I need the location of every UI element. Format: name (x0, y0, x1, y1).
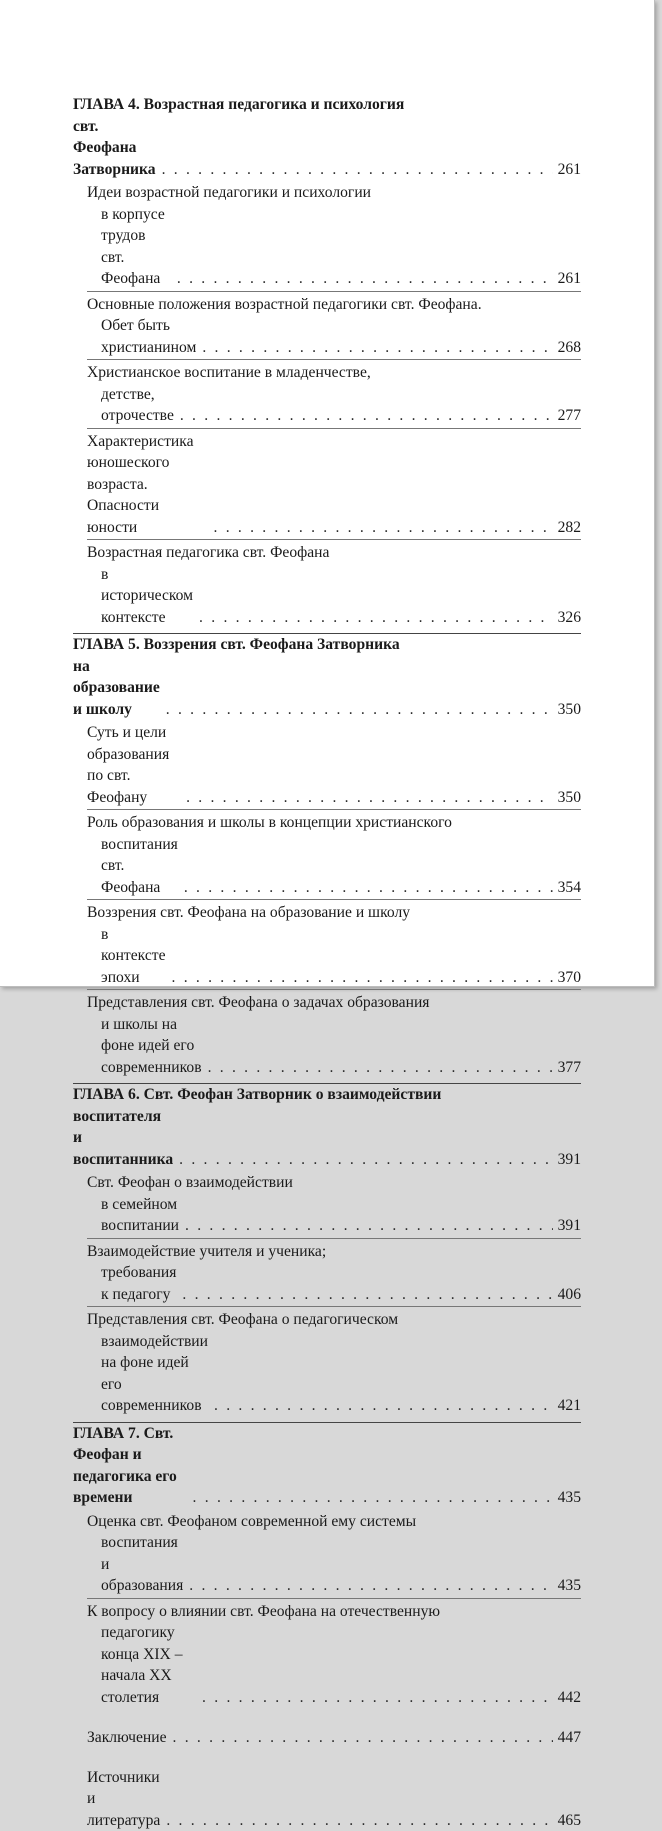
page-number: 261 (557, 159, 581, 181)
section-title-line: взаимодействии на фоне идей его современников (101, 1331, 208, 1417)
section-entry (87, 539, 581, 629)
dot-leader (202, 1687, 553, 1709)
dot-leader (186, 787, 553, 809)
section-entry (87, 1238, 581, 1307)
section-title-last-line (87, 1262, 581, 1305)
chapter-block (73, 1083, 581, 1418)
section-title-line: и школы на фоне идей его современников (101, 1014, 202, 1079)
dot-leader (202, 337, 553, 359)
chapter-heading (73, 1423, 581, 1509)
page-number: 435 (557, 1487, 581, 1509)
section-title-line: Оценка свт. Феофаном современной ему системы (87, 1511, 581, 1533)
page-number: 282 (557, 517, 581, 539)
section-title-line: в семейном воспитании (101, 1194, 179, 1237)
dot-leader (189, 1575, 553, 1597)
section-title-line: Представления свт. Феофана о педагогическом (87, 1309, 581, 1331)
chapter-title-last-line (73, 1423, 581, 1509)
chapter-heading (73, 94, 581, 180)
page-number: 261 (557, 268, 581, 290)
chapter-title-line: ГЛАВА 4. Возрастная педагогика и психология (73, 94, 581, 116)
page-number: 350 (557, 699, 581, 721)
section-entry (87, 1598, 581, 1710)
section-title-line: Взаимодействие учителя и ученика; (87, 1241, 581, 1263)
section-list (87, 720, 581, 1079)
dot-leader (180, 405, 553, 427)
back-matter (87, 1727, 581, 1831)
dot-leader (166, 699, 553, 721)
section-entry (87, 291, 581, 360)
section-title-line: Свт. Феофан о взаимодействии (87, 1172, 581, 1194)
section-title-last-line (87, 1331, 581, 1417)
section-entry (87, 428, 581, 540)
chapter-title-line: ГЛАВА 5. Воззрения свт. Феофана Затворника (73, 634, 581, 656)
section-entry (87, 180, 581, 291)
chapter-title-line: воспитателя и воспитанника (73, 1106, 173, 1171)
section-entry (87, 1509, 581, 1598)
section-entry (87, 359, 581, 428)
page-number: 391 (557, 1215, 581, 1237)
section-title-last-line (87, 431, 581, 539)
dot-leader (193, 1487, 553, 1509)
dot-leader (162, 159, 553, 181)
chapter-title-last-line (73, 656, 581, 721)
chapter-title-line: ГЛАВА 6. Свт. Феофан Затворник о взаимодействии (73, 1084, 581, 1106)
entry-title: Заключение (87, 1727, 167, 1749)
section-title-line: воспитания и образования (101, 1532, 183, 1597)
page-number: 465 (557, 1810, 581, 1831)
chapter-title-last-line (73, 116, 581, 181)
section-entry (87, 899, 581, 989)
section-title-line: Представления свт. Феофана о задачах образования (87, 992, 581, 1014)
chapter-title-line: свт. Феофана Затворника (73, 116, 156, 181)
page-number: 391 (557, 1149, 581, 1171)
section-entry (87, 809, 581, 899)
section-title-line: Роль образования и школы в концепции христианского (87, 812, 581, 834)
section-list (87, 180, 581, 629)
dot-leader (166, 1810, 553, 1831)
section-title-line: в контексте эпохи (101, 924, 166, 989)
section-title-last-line (87, 384, 581, 427)
section-title-last-line (87, 924, 581, 989)
section-entry (87, 1306, 581, 1418)
section-title-line: Суть и цели образования по свт. Феофану (87, 722, 180, 808)
dot-leader (182, 1284, 553, 1306)
section-title-last-line (87, 564, 581, 629)
entry-title: Источники и литература (87, 1767, 160, 1831)
dot-leader (172, 967, 553, 989)
dot-leader (173, 1727, 553, 1749)
section-title-last-line (87, 204, 581, 290)
section-title-line: детстве, отрочестве (101, 384, 174, 427)
chapter-block (73, 94, 581, 629)
section-title-line: Обет быть христианином (101, 315, 196, 358)
page-number: 442 (557, 1687, 581, 1709)
section-title-last-line (87, 1014, 581, 1079)
chapter-block (73, 633, 581, 1079)
dot-leader (185, 1215, 553, 1237)
section-list (87, 1170, 581, 1418)
section-entry (87, 1170, 581, 1238)
chapter-title-last-line (73, 1106, 581, 1171)
page-number: 406 (557, 1284, 581, 1306)
dot-leader (179, 1149, 553, 1171)
section-title-line: Возрастная педагогика свт. Феофана (87, 542, 581, 564)
section-title-line: воспитания свт. Феофана (101, 834, 178, 899)
sources-entry (87, 1767, 581, 1831)
section-title-line: Христианское воспитание в младенчестве, (87, 362, 581, 384)
dot-leader (199, 607, 553, 629)
section-title-last-line (87, 1194, 581, 1237)
page-number: 277 (557, 405, 581, 427)
dot-leader (184, 877, 553, 899)
section-title-line: требования к педагогу (101, 1262, 176, 1305)
page-number: 421 (557, 1395, 581, 1417)
table-of-contents (73, 94, 581, 1831)
page-number: 268 (557, 337, 581, 359)
section-title-line: Идеи возрастной педагогики и психологии (87, 182, 581, 204)
section-title-line: в корпусе трудов свт. Феофана (101, 204, 171, 290)
dot-leader (214, 1395, 553, 1417)
section-title-line: Воззрения свт. Феофана на образование и школу (87, 902, 581, 924)
page-number: 326 (557, 607, 581, 629)
chapter-title-line: ГЛАВА 7. Свт. Феофан и педагогика его времени (73, 1423, 187, 1509)
chapter-block (73, 1422, 581, 1710)
conclusion-entry (87, 1727, 581, 1749)
section-title-line: Характеристика юношеского возраста. Опасности юности (87, 431, 208, 539)
page-number: 435 (557, 1575, 581, 1597)
chapter-heading (73, 1084, 581, 1170)
section-title-last-line (87, 834, 581, 899)
section-entry (87, 720, 581, 809)
section-entry (87, 989, 581, 1079)
section-title-line: Основные положения возрастной педагогики свт. Феофана. (87, 294, 581, 316)
page-number: 370 (557, 967, 581, 989)
section-title-last-line (87, 722, 581, 808)
page-number: 377 (557, 1057, 581, 1079)
chapter-title-line: на образование и школу (73, 656, 160, 721)
page-number: 447 (557, 1727, 581, 1749)
section-title-line: в историческом контексте (101, 564, 193, 629)
section-title-line: К вопросу о влиянии свт. Феофана на отечественную (87, 1601, 581, 1623)
section-title-line: педагогику конца XIX – начала XX столетия (101, 1622, 196, 1708)
page-number: 354 (557, 877, 581, 899)
section-title-last-line (87, 1622, 581, 1708)
dot-leader (177, 268, 553, 290)
section-list (87, 1509, 581, 1710)
dot-leader (214, 517, 553, 539)
page-number: 350 (557, 787, 581, 809)
dot-leader (208, 1057, 553, 1079)
section-title-last-line (87, 315, 581, 358)
chapter-heading (73, 634, 581, 720)
section-title-last-line (87, 1532, 581, 1597)
